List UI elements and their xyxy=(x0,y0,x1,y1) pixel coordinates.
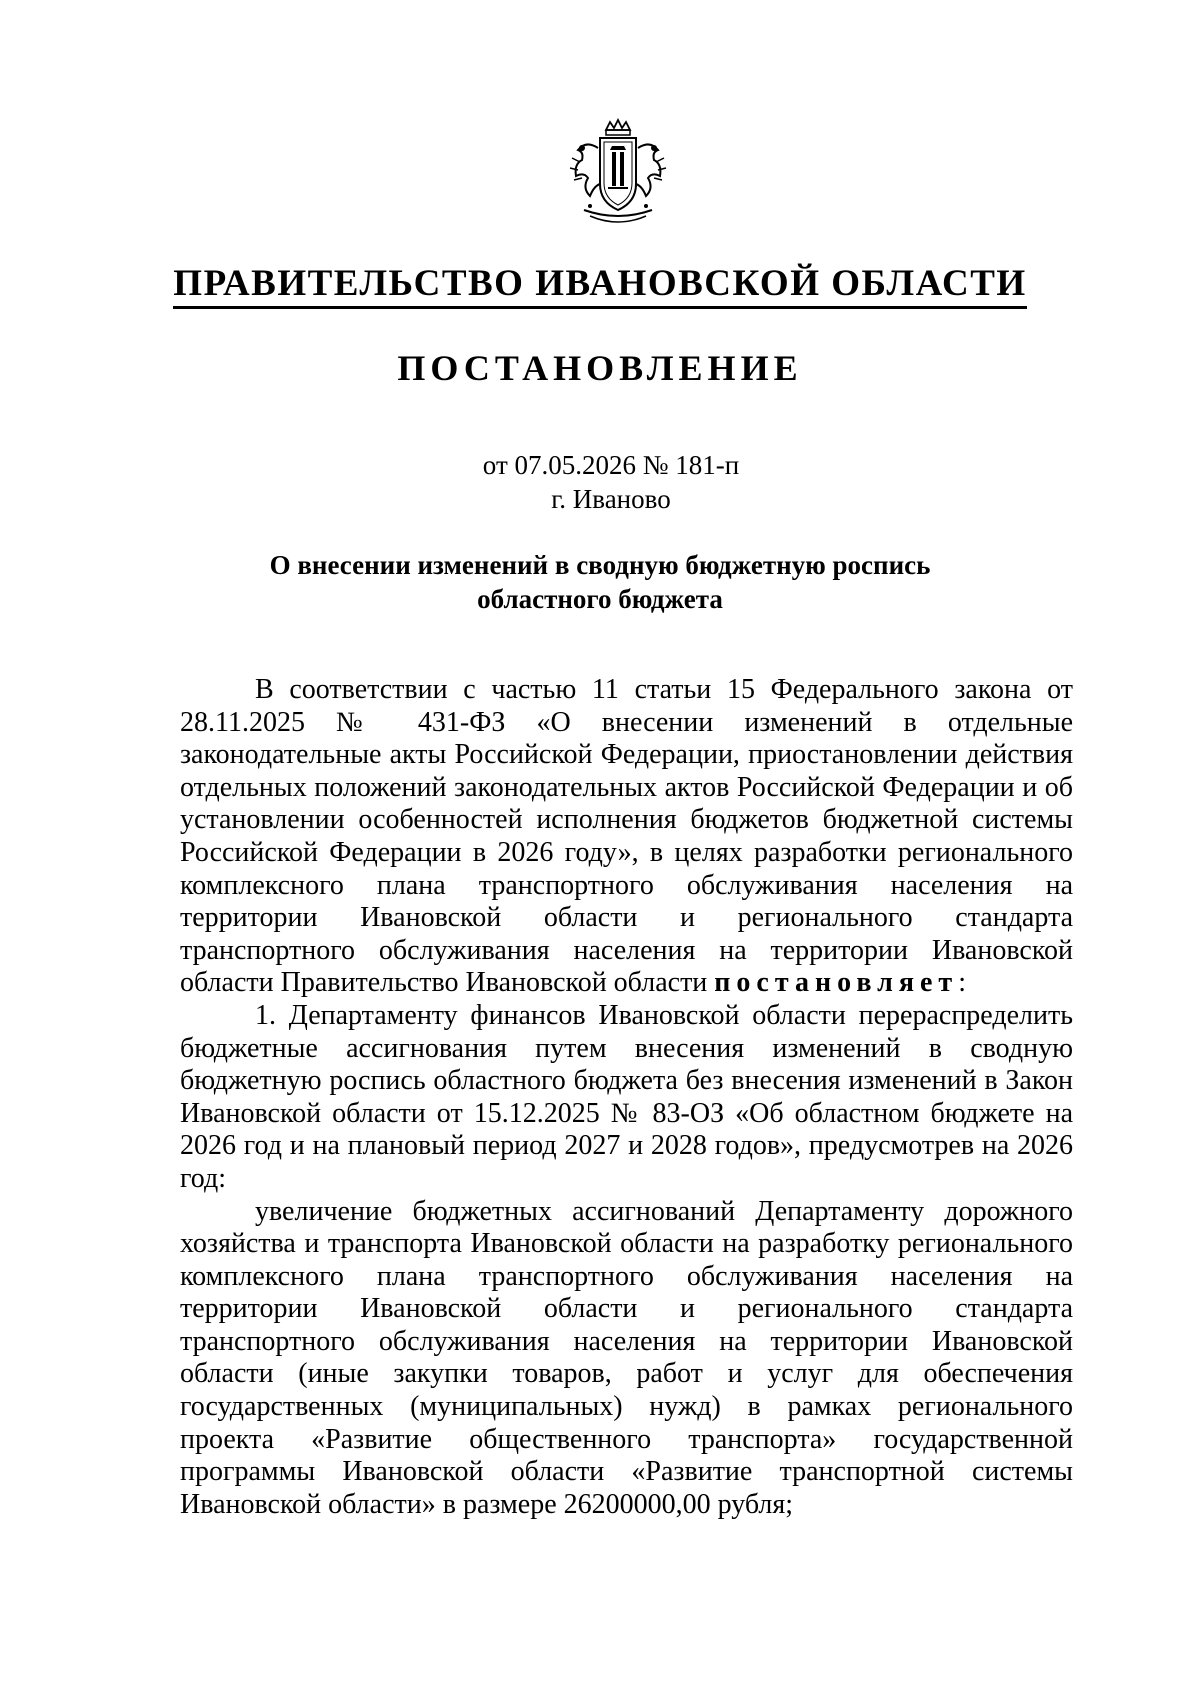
subject-line-2: областного бюджета xyxy=(477,584,723,614)
preamble-text: В соответствии с частью 11 статьи 15 Федерального закона от 28.11.2025 № 431-ФЗ «О внесении изменений в отдельные законодательные акты Российской Федерации, приостановлении действия отдельных положений законодательных актов Российской Федерации и об установлении особенностей исполнения бюджетов бюджетной системы Российской Федерации в 2026 году», в целях разработки регионального комплексного плана транспортного обслуживания населения на территории Ивановской области и регионального стандарта транспортного обслуживания населения на территории Ивановской области Правительство Ивановской области xyxy=(180,674,1073,999)
decree-word: постановляет xyxy=(714,967,959,999)
decree-colon: : xyxy=(958,967,966,999)
item-1-paragraph: 1. Департаменту финансов Ивановской области перераспределить бюджетные ассигнования путем внесения изменений в сводную бюджетную роспись областного бюджета без внесения изменений в Закон Ивановской области от 15.12.2025 № 83-ОЗ «Об областном бюджете на 2026 год и на плановый период 2027 и 2028 годов», предусмотрев на 2026 год: xyxy=(180,999,1073,1194)
preamble-paragraph xyxy=(180,674,1073,1000)
coat-of-arms-icon xyxy=(560,118,676,234)
subject-line-1: О внесении изменений в сводную бюджетную роспись xyxy=(269,550,931,580)
document-meta xyxy=(0,448,1200,516)
city: г. Иваново xyxy=(551,484,671,514)
document-body xyxy=(180,674,1073,1521)
date-number: от 07.05.2026 № 181-п xyxy=(482,450,740,480)
government-title xyxy=(0,262,1200,305)
document-subject xyxy=(0,548,1200,616)
document-type: ПОСТАНОВЛЕНИЕ xyxy=(397,348,803,388)
government-title-text: ПРАВИТЕЛЬСТВО ИВАНОВСКОЙ ОБЛАСТИ xyxy=(173,263,1026,309)
item-1-subparagraph: увеличение бюджетных ассигнований Департаменту дорожного хозяйства и транспорта Ивановской области на разработку регионального комплексного плана транспортного обслуживания населения на территории Ивановской области и регионального стандарта транспортного обслуживания населения на территории Ивановской области (иные закупки товаров, работ и услуг для обеспечения государственных (муниципальных) нужд) в рамках регионального проекта «Развитие общественного транспорта» государственной программы Ивановской области «Развитие транспортной системы Ивановской области» в размере 26200000,00 рубля; xyxy=(180,1195,1073,1520)
